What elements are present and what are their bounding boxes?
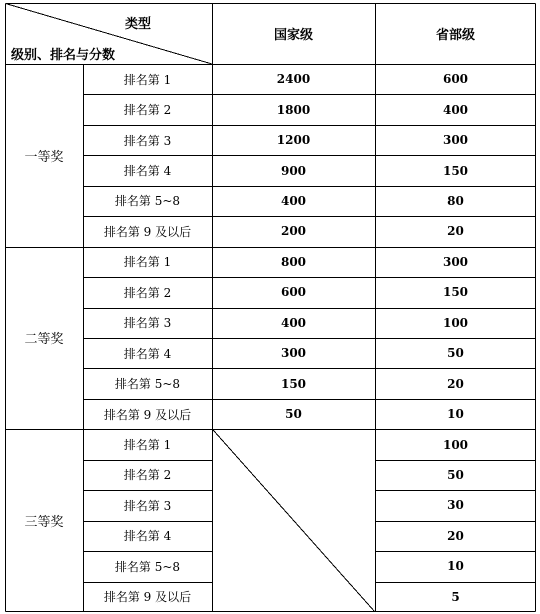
rank-cell: 排名第 5~8 [114, 559, 181, 574]
rank-cell: 排名第 2 [123, 468, 172, 483]
provincial-score-cell: 80 [447, 193, 464, 208]
award-level-label: 二等奖 [24, 332, 64, 348]
national-score-cell: 800 [280, 254, 307, 269]
rank-cell: 排名第 5~8 [114, 194, 181, 209]
rank-cell: 排名第 4 [123, 529, 172, 544]
rank-cell: 排名第 2 [123, 285, 172, 300]
national-score-cell: 400 [280, 193, 307, 208]
rank-cell: 排名第 5~8 [114, 377, 181, 392]
national-score-cell: 150 [280, 376, 307, 391]
award-level-label: 三等奖 [24, 515, 64, 531]
rank-cell: 排名第 9 及以后 [103, 224, 192, 239]
provincial-score-cell: 20 [447, 376, 464, 391]
provincial-score-cell: 20 [447, 528, 464, 543]
rank-cell: 排名第 1 [123, 438, 172, 453]
national-score-cell: 1800 [276, 102, 311, 117]
provincial-score-cell: 400 [442, 102, 469, 117]
national-score-cell: 1200 [276, 133, 311, 148]
national-score-cell: 900 [280, 163, 307, 178]
score-table [5, 3, 536, 612]
national-score-cell: 50 [285, 407, 302, 422]
award-level-label: 一等奖 [24, 149, 64, 165]
header-type-label: 类型 [125, 17, 152, 32]
header-level-rank-score-label: 级别、排名与分数 [11, 48, 116, 63]
rank-cell: 排名第 3 [123, 316, 172, 331]
rank-cell: 排名第 1 [123, 255, 172, 270]
national-score-cell: 400 [280, 315, 307, 330]
provincial-score-cell: 300 [442, 254, 469, 269]
provincial-score-cell: 100 [442, 437, 469, 452]
empty-national-diagonal [213, 429, 376, 612]
provincial-score-cell: 5 [451, 589, 460, 604]
header-national: 国家级 [273, 28, 313, 43]
rank-cell: 排名第 9 及以后 [103, 590, 192, 605]
rank-cell: 排名第 4 [123, 346, 172, 361]
national-score-cell: 200 [280, 224, 307, 239]
provincial-score-cell: 10 [447, 559, 464, 574]
rank-cell: 排名第 1 [123, 72, 172, 87]
rank-cell: 排名第 3 [123, 498, 172, 513]
provincial-score-cell: 30 [447, 498, 464, 513]
provincial-score-cell: 20 [447, 224, 464, 239]
national-score-cell: 600 [280, 285, 307, 300]
rank-cell: 排名第 3 [123, 133, 172, 148]
provincial-score-cell: 150 [442, 285, 469, 300]
provincial-score-cell: 10 [447, 407, 464, 422]
national-score-cell: 2400 [276, 72, 311, 87]
rank-cell: 排名第 2 [123, 103, 172, 118]
provincial-score-cell: 600 [442, 72, 469, 87]
provincial-score-cell: 50 [447, 346, 464, 361]
header-provincial: 省部级 [435, 28, 475, 43]
provincial-score-cell: 300 [442, 133, 469, 148]
rank-cell: 排名第 9 及以后 [103, 407, 192, 422]
provincial-score-cell: 50 [447, 467, 464, 482]
provincial-score-cell: 150 [442, 163, 469, 178]
rank-cell: 排名第 4 [123, 164, 172, 179]
national-score-cell: 300 [280, 346, 307, 361]
provincial-score-cell: 100 [442, 315, 469, 330]
